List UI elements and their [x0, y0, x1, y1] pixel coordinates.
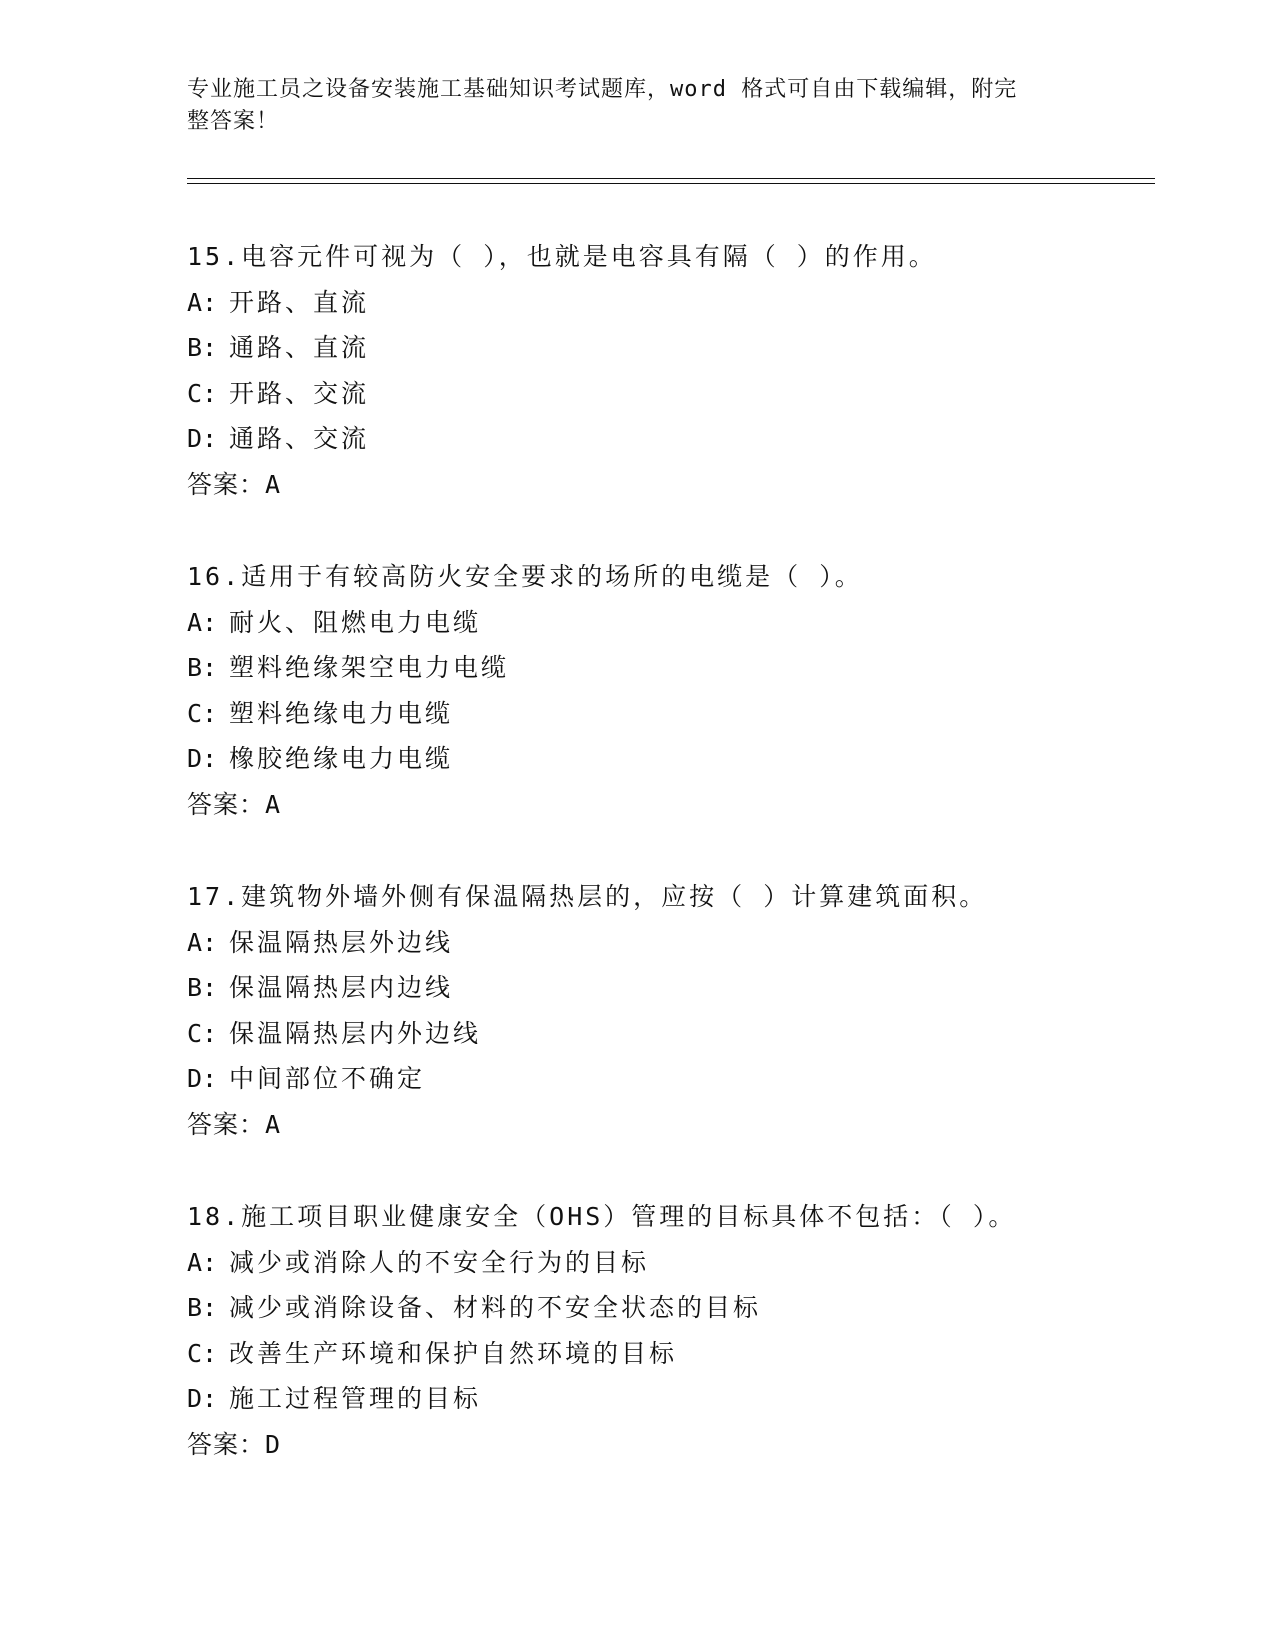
option-text: 减少或消除设备、材料的不安全状态的目标: [229, 1293, 762, 1322]
question-stem: 18.施工项目职业健康安全（OHS）管理的目标具体不包括：（ ）。: [187, 1202, 1017, 1231]
option-text: 开路、直流: [229, 287, 370, 317]
option-key: C:: [187, 1338, 218, 1368]
option-key: A:: [187, 607, 218, 637]
option-key: D:: [187, 1064, 218, 1093]
question-18: [187, 1194, 1187, 1467]
option-b: [187, 1285, 1187, 1331]
header-divider-top: [187, 178, 1155, 179]
option-text: 通路、直流: [229, 333, 370, 362]
option-a: [187, 920, 1187, 966]
header-line-1: 专业施工员之设备安装施工基础知识考试题库，word 格式可自由下载编辑，附完: [187, 77, 1018, 102]
option-key: C:: [187, 1018, 218, 1048]
option-text: 通路、交流: [229, 424, 370, 453]
question-stem: 17.建筑物外墙外侧有保温隔热层的，应按（ ）计算建筑面积。: [187, 882, 988, 911]
option-key: D:: [187, 744, 218, 773]
answer: 答案：A: [187, 789, 282, 819]
option-key: D:: [187, 424, 218, 453]
option-text: 耐火、阻燃电力电缆: [229, 607, 482, 637]
question-15: [187, 234, 1187, 507]
question-16: [187, 554, 1187, 827]
option-d: [187, 1376, 1187, 1422]
option-d: [187, 736, 1187, 782]
option-d: [187, 1056, 1187, 1102]
option-key: D:: [187, 1384, 218, 1413]
option-text: 中间部位不确定: [229, 1064, 426, 1093]
option-b: [187, 965, 1187, 1011]
document-header: [187, 74, 1067, 138]
option-key: C:: [187, 378, 218, 408]
option-c: [187, 691, 1187, 737]
option-a: [187, 280, 1187, 326]
option-text: 保温隔热层内边线: [229, 973, 454, 1002]
option-a: [187, 600, 1187, 646]
answer: 答案：A: [187, 1109, 282, 1139]
option-key: A:: [187, 1247, 218, 1277]
option-b: [187, 325, 1187, 371]
question-stem: 16.适用于有较高防火安全要求的场所的电缆是（ ）。: [187, 562, 863, 591]
option-key: B:: [187, 1293, 218, 1322]
option-text: 保温隔热层外边线: [229, 927, 454, 957]
option-c: [187, 1011, 1187, 1057]
option-text: 改善生产环境和保护自然环境的目标: [229, 1338, 678, 1368]
question-17: [187, 874, 1187, 1147]
option-c: [187, 1331, 1187, 1377]
option-a: [187, 1240, 1187, 1286]
option-d: [187, 416, 1187, 462]
option-text: 塑料绝缘架空电力电缆: [229, 653, 510, 682]
option-key: B:: [187, 653, 218, 682]
answer: 答案：D: [187, 1429, 282, 1459]
option-key: A:: [187, 927, 218, 957]
header-line-2: 整答案！: [187, 109, 280, 134]
option-text: 开路、交流: [229, 378, 370, 408]
option-key: A:: [187, 287, 218, 317]
option-text: 减少或消除人的不安全行为的目标: [229, 1247, 650, 1277]
option-text: 塑料绝缘电力电缆: [229, 698, 454, 728]
option-b: [187, 645, 1187, 691]
answer: 答案：A: [187, 469, 282, 499]
option-text: 保温隔热层内外边线: [229, 1018, 482, 1048]
option-c: [187, 371, 1187, 417]
option-key: B:: [187, 973, 218, 1002]
option-key: C:: [187, 698, 218, 728]
option-key: B:: [187, 333, 218, 362]
option-text: 施工过程管理的目标: [229, 1384, 482, 1413]
header-divider-bottom: [187, 183, 1155, 184]
question-stem: 15.电容元件可视为（ ），也就是电容具有隔（ ）的作用。: [187, 242, 937, 271]
option-text: 橡胶绝缘电力电缆: [229, 744, 454, 773]
